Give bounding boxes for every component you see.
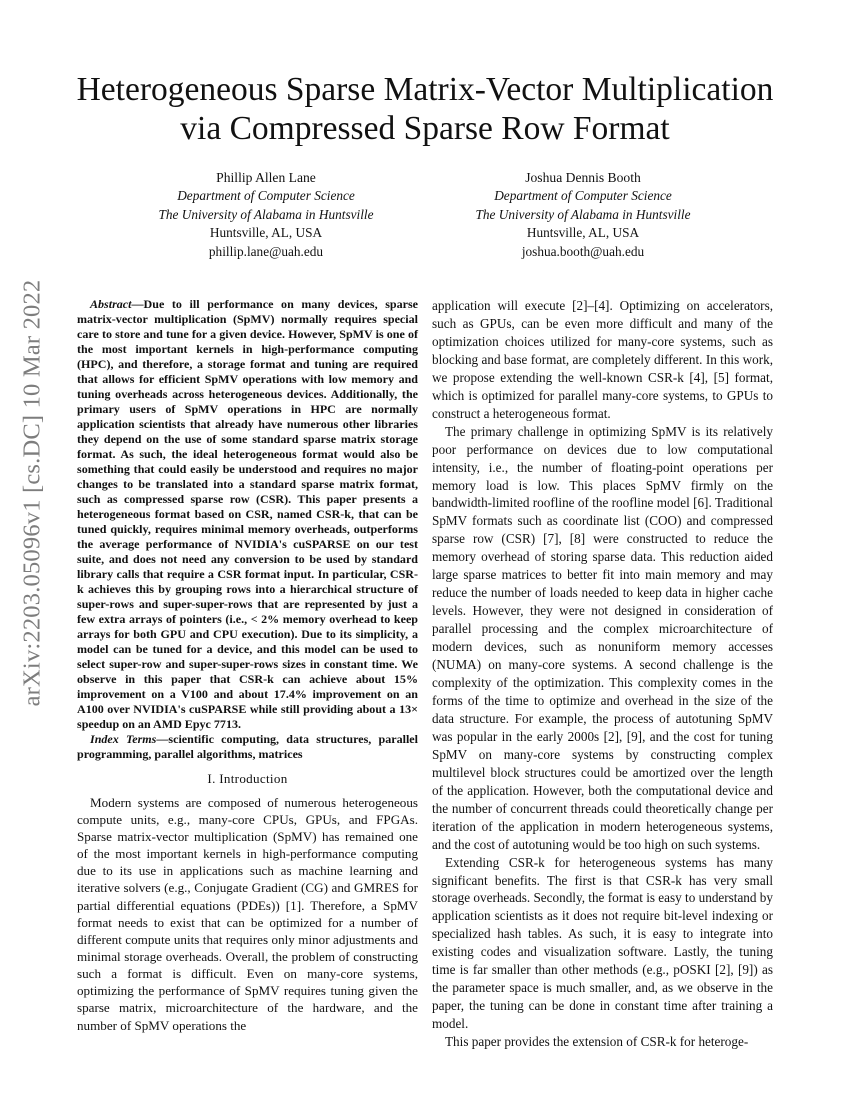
- author-location: Huntsville, AL, USA: [526, 225, 640, 241]
- paragraph: This paper provides the extension of CSR-k for heteroge-: [445, 1034, 749, 1050]
- index-terms: [77, 732, 418, 762]
- author-email[interactable]: joshua.booth@uah.edu: [521, 243, 645, 259]
- left-column: [77, 297, 418, 1034]
- author-university: The University of Alabama in Huntsville: [475, 206, 691, 222]
- title-line-2: via Compressed Sparse Row Format: [180, 110, 670, 147]
- paragraph: The primary challenge in optimizing SpMV is its relatively poor performance on devices due to low computational intensity, i.e., the number of floating-point operations per memory load is low. This places SpMV firmly on the bandwidth-limited roofline of the roofline model [6]. Traditional SpMV formats such as coordinate list (COO) and compressed sparse row (CSR) [7], [8] were constructed to reduce the memory overhead of storing sparse data. This reduction aided large sparse matrices to better fit into main memory and may reduce the number of loads needed to keep data in higher cache levels. However, they were not designed in consideration of parallel processing and the complex microarchitecture of modern devices, such as nonuniform memory accesses (NUMA) on many-core systems. A second challenge is the complexity of the optimization. This complexity comes in the forms of the time to optimize and overhead in the size of the data structure. For example, the process of autotuning SpMV was popular in the early 2000s [2], [9], and the cost for tuning SpMV on many-core systems by constructing complex multilevel block structures could be amortized over the length of the application. However, both the computational device and the number of concurrent threads could theoretically change per iteration of the application in modern heterogeneous systems, and the cost of autotuning would be too high on such systems.: [432, 423, 773, 852]
- section-heading-introduction: I. Introduction: [207, 771, 288, 787]
- index-terms-label: Index Terms: [90, 732, 157, 747]
- author-university: The University of Alabama in Huntsville: [158, 206, 374, 222]
- paper-title: [60, 70, 790, 148]
- abstract-text: —Due to ill performance on many devices, sparse matrix-vector multiplication (SpMV) normally requires special care to store and tune for a given device. However, SpMV is one of the most important kernels in high-performance computing (HPC), and therefore, a storage format and tuning are required that allows for efficient SpMV operations with low memory and tuning overheads across heterogeneous devices. Additionally, the primary users of SpMV operations in HPC are normally application scientists that already have numerous other libraries they depend on the use of some standard sparse matrix storage format. As such, the ideal heterogeneous format would also be something that could easily be understood and requires no major changes to be translated into a standard sparse matrix format, such as compressed sparse row (CSR). This paper presents a heterogeneous format based on CSR, named CSR-k, that can be tuned quickly, requires minimal memory overheads, outperforms the average performance of NVIDIA's cuSPARSE on our test suite, and does not need any conversion to be used by standard library calls that require a CSR format input. In particular, CSR-k achieves this by grouping rows into a hierarchical structure of super-rows and super-super-rows that are represented by just a few extra arrays of pointers (i.e., < 2% memory overhead to keep arrays for both GPU and CPU execution). Due to its simplicity, a model can be tuned for a device, and this model can be used to select super-row and super-super-rows sizes in constant time. We observe in this paper that CSR-k can achieve about 15% improvement on a V100 and about 17.4% improvement on an A100 over NVIDIA's cuSPARSE while still providing about a 13× speedup on an AMD Epyc 7713.: [77, 297, 418, 732]
- author-block-2: [447, 169, 719, 261]
- paragraph: Modern systems are composed of numerous heterogeneous compute units, e.g., many-core CPUs, GPUs, and FPGAs. Sparse matrix-vector multiplication (SpMV) has remained one of the most important kernels in high-performance computing due to its use in applications such as machine learning and iterative solvers (e.g., Conjugate Gradient (CG) and GMRES for partial differential equations (PDEs)) [1]. Therefore, a SpMV format needs to exist that can be optimized for a number of different compute units that requires only minor adjustments and minimal storage overheads. Overall, the problem of constructing such a format is difficult. Even on many-core systems, optimizing the performance of SpMV requires tuning given the sparse matrix, microarchitecture of the hardware, and the number of SpMV operations the: [77, 794, 418, 1033]
- author-name: Phillip Allen Lane: [216, 170, 316, 185]
- arxiv-identifier: [10, 279, 54, 706]
- abstract-label: Abstract: [90, 297, 132, 311]
- author-department: Department of Computer Science: [177, 188, 355, 204]
- arxiv-identifier-text[interactable]: arXiv:2203.05096v1 [cs.DC] 10 Mar 2022: [18, 279, 45, 706]
- author-department: Department of Computer Science: [494, 188, 672, 204]
- paragraph: application will execute [2]–[4]. Optimizing on accelerators, such as GPUs, can be even more difficult and many of the optimization choices utilized for many-core systems, such as blocking and base format, are completely different. In this work, we propose extending the well-known CSR-k [4], [5] format, which is optimized for parallel many-core systems, to GPUs to construct a heterogeneous format.: [432, 298, 773, 421]
- author-location: Huntsville, AL, USA: [209, 225, 323, 241]
- index-terms-text: —scientific computing, data structures, parallel programming, parallel algorithms, matrices: [77, 732, 418, 762]
- abstract: [77, 297, 418, 732]
- introduction-left: [77, 794, 418, 1034]
- right-column: [432, 297, 773, 1051]
- title-line-1: Heterogeneous Sparse Matrix-Vector Multiplication: [76, 71, 774, 108]
- author-name: Joshua Dennis Booth: [525, 170, 641, 185]
- paragraph: Extending CSR-k for heterogeneous systems has many significant benefits. The first is that CSR-k has very small storage overheads. Secondly, the format is easy to understand by application scientists as it does not require bit-level indexing or specialized hash tables. As such, it is easy to integrate into existing codes and visualization software. Lastly, the tuning time is far smaller than other methods (e.g., pOSKI [2], [9]) as the parameter space is much smaller, and, as we observe in the paper, the tuning can be done in constant time after training a model.: [432, 854, 773, 1032]
- author-email[interactable]: phillip.lane@uah.edu: [208, 243, 324, 259]
- author-block-1: [130, 169, 402, 261]
